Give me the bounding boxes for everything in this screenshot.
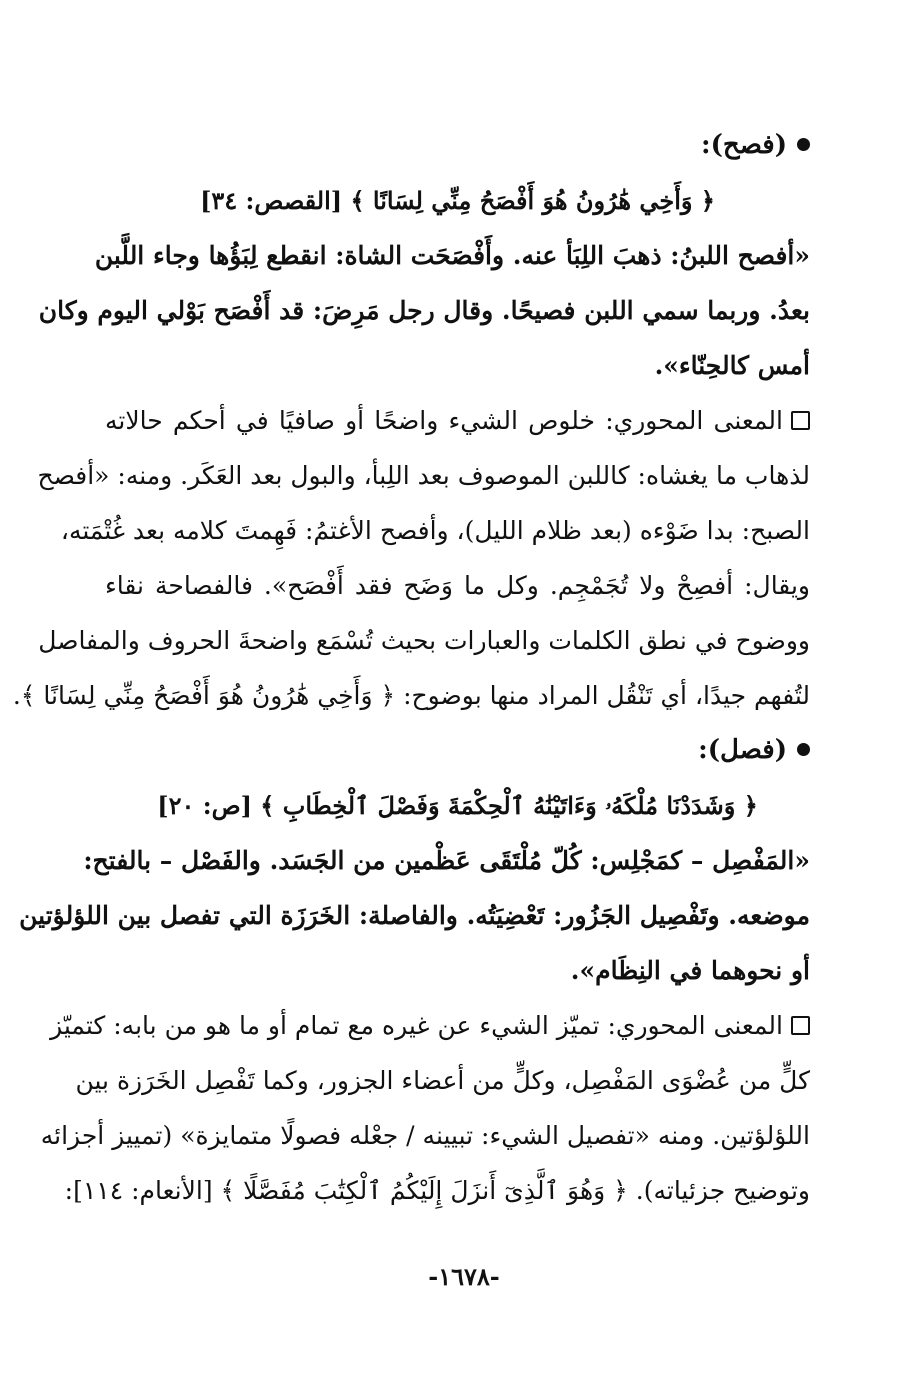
core-meaning-line: لتُفهم جيدًا، أي تَنْقُل المراد منها بوضوح: ﴿ وَأَخِي هَٰرُونُ هُوَ أَفْصَحُ مِنِّي لِسَانًا ﴾. bbox=[12, 681, 810, 710]
core-meaning-line: وتوضيح جزئياته). ﴿ وَهُوَ ٱلَّذِىٓ أَنزَلَ إِلَيْكُمُ ٱلْكِتَٰبَ مُفَصَّلًا ﴾ [الأنعام: ١١٤]: bbox=[64, 1176, 810, 1205]
bullet-icon bbox=[797, 138, 810, 151]
heading-text: (فصل): bbox=[698, 735, 787, 765]
core-meaning-line bbox=[50, 998, 810, 1053]
core-meaning-line: ووضوح في نطق الكلمات والعبارات بحيث تُسْمَع واضحةَ الحروف والمفاصل bbox=[38, 626, 810, 655]
core-meaning-line: ويقال: أفصِحْ ولا تُجَمْجِم. وكل ما وَضَح فقد أَفْصَح». فالفصاحة نقاء bbox=[105, 571, 810, 600]
dictionary-quote-line: بعدُ. وربما سمي اللبن فصيحًا. وقال رجل مَرِضَ: قد أَفْصَح بَوْلي اليوم وكان bbox=[38, 296, 810, 325]
page-body bbox=[12, 118, 810, 1218]
section-heading-fasl bbox=[105, 723, 810, 778]
core-meaning-line bbox=[105, 393, 810, 448]
quran-verse: ﴿ وَشَدَدْنَا مُلْكَهُۥ وَءَاتَيْنَٰهُ ٱلْحِكْمَةَ وَفَصْلَ ٱلْخِطَابِ ﴾ [ص: ٢٠] bbox=[157, 791, 758, 820]
bullet-icon bbox=[797, 743, 810, 756]
square-box-icon bbox=[791, 411, 810, 430]
quran-verse: ﴿ وَأَخِي هَٰرُونُ هُوَ أَفْصَحُ مِنِّي لِسَانًا ﴾ [القصص: ٣٤] bbox=[200, 186, 715, 215]
square-box-icon bbox=[791, 1016, 810, 1035]
heading-text: (فصح): bbox=[701, 130, 787, 160]
dictionary-quote-line: موضعه. وتَفْصِيل الجَزُور: تَعْضِيَتُه. والفاصلة: الخَرَزَة التي تفصل بين اللؤلؤتين bbox=[19, 901, 810, 930]
dictionary-quote-line: أمس كالحِنّاء». bbox=[654, 351, 810, 380]
core-meaning-line: كلٍّ من عُضْوَى المَفْصِل، وكلٍّ من أعضاء الجزور، وكما تَفْصِل الخَرَزة بين bbox=[75, 1066, 810, 1095]
dictionary-quote-line: «المَفْصِل – كمَجْلِس: كُلّ مُلْتَقَى عَظْمين من الجَسَد. والفَصْل – بالفتح: bbox=[83, 846, 810, 875]
core-meaning-line: اللؤلؤتين. ومنه «تفصيل الشيء: تبيينه / جعْله فصولًا متمايزة» (تمييز أجزائه bbox=[40, 1121, 810, 1150]
dictionary-quote-line: «أفصح اللبنُ: ذهبَ اللِبَأ عنه. وأَفْصَحَت الشاة: انقطع لِبَؤُها وجاء اللَّبن bbox=[94, 241, 810, 270]
core-meaning-line: الصبح: بدا ضَوْءه (بعد ظلام الليل)، وأفصح الأغتمُ: فَهِمتَ كلامه بعد غُتْمَته، bbox=[60, 516, 810, 545]
core-meaning-text: المعنى المحوري: تميّز الشيء عن غيره مع تمام أو ما هو من بابه: كتميّز bbox=[50, 1011, 783, 1040]
core-meaning-line: لذهاب ما يغشاه: كاللبن الموصوف بعد اللِبأ، والبول بعد العَكَر. ومنه: «أفصح bbox=[37, 461, 810, 490]
page-number: -١٦٧٨- bbox=[428, 1262, 500, 1291]
section-heading-fasaha bbox=[105, 118, 810, 173]
dictionary-quote-line: أو نحوهما في النِظَام». bbox=[570, 956, 810, 985]
core-meaning-text: المعنى المحوري: خلوص الشيء واضحًا أو صافيًا في أحكم حالاته bbox=[105, 406, 783, 435]
